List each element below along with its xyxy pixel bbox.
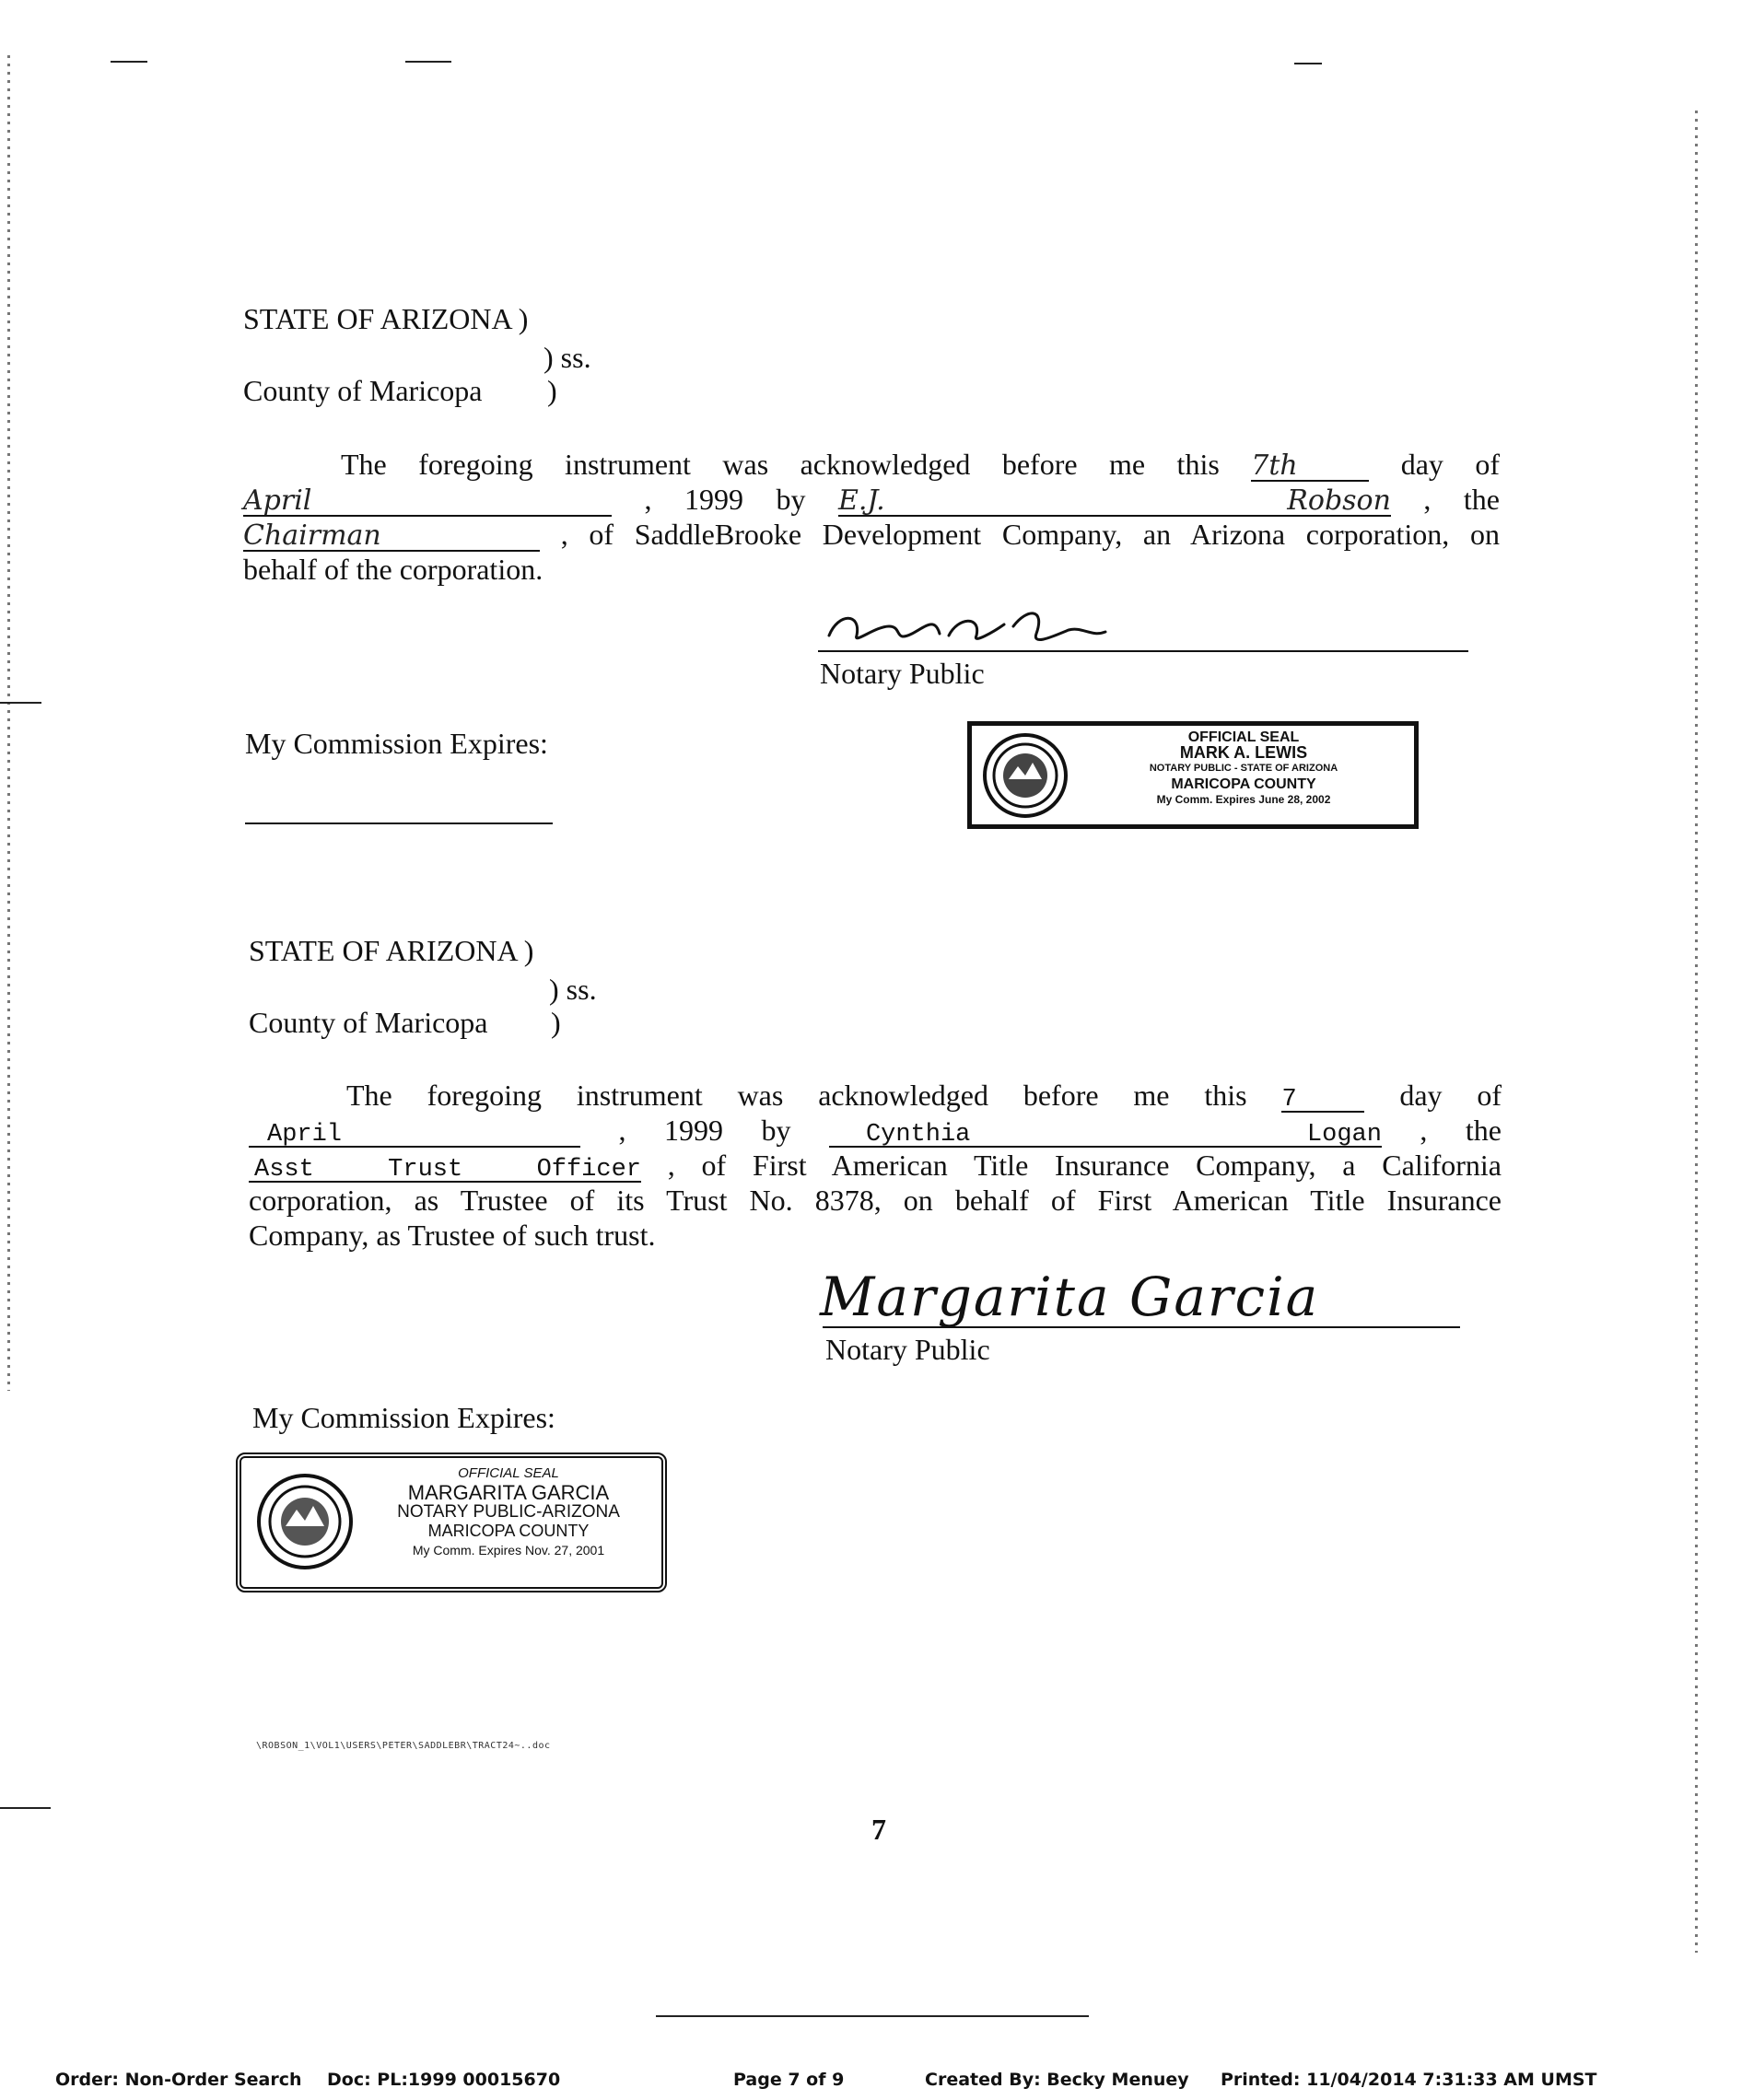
document-file-path: \ROBSON_1\VOL1\USERS\PETER\SADDLEBR\TRACT24~..doc	[256, 1741, 551, 1751]
county-paren-2: )	[551, 1006, 561, 1039]
state-caption-2: STATE OF ARIZONA )	[249, 934, 534, 967]
seal-1-line4: MARICOPA COUNTY	[1171, 776, 1316, 792]
ss-caption-1: ) ss.	[543, 341, 591, 374]
footer-printed: Printed: 11/04/2014 7:31:33 AM UMST	[1221, 2070, 1597, 2090]
ack2-name-blank	[829, 1113, 1382, 1148]
signature-line-1	[818, 650, 1468, 652]
ack1-title-value: Chairman	[243, 519, 381, 552]
ack2-name-value: Cynthia Logan	[865, 1121, 1382, 1149]
seal-1-line2: MARK A. LEWIS	[1179, 743, 1308, 762]
notary-signature-2: Margarita Garcia	[820, 1266, 1320, 1328]
ack2-line5: Company, as Trustee of such trust.	[249, 1219, 656, 1252]
scan-mark	[0, 702, 41, 704]
ack2-day-value: 7	[1281, 1086, 1297, 1114]
ack1-day-value: 7th	[1251, 449, 1298, 482]
county-caption-2: County of Maricopa	[249, 1006, 488, 1039]
footer-created-by: Created By: Becky Menuey	[925, 2070, 1189, 2090]
ack1-name-blank	[838, 482, 1391, 517]
seal-2-line1: OFFICIAL SEAL	[458, 1465, 559, 1481]
ack1-line4: behalf of the corporation.	[243, 553, 543, 586]
ack1-line2	[243, 482, 1500, 517]
ack1-name-value: E.J. Robson	[837, 484, 1391, 517]
page-number: 7	[871, 1813, 886, 1846]
scan-mark	[656, 2015, 1089, 2017]
ack2-title-value: Asst Trust Officer	[254, 1156, 641, 1184]
ack1-day-blank	[1251, 447, 1369, 482]
ack2-month-blank	[249, 1113, 580, 1148]
footer-order: Order: Non-Order Search	[55, 2070, 302, 2090]
seal-1-line5: My Comm. Expires June 28, 2002	[1156, 793, 1331, 806]
seal-2-line4: MARICOPA COUNTY	[427, 1522, 590, 1540]
state-caption-1: STATE OF ARIZONA )	[243, 302, 529, 335]
scan-mark	[111, 61, 147, 63]
county-caption-1: County of Maricopa	[243, 374, 483, 407]
commission-expires-label-2: My Commission Expires:	[252, 1401, 555, 1434]
seal-2-line2: MARGARITA GARCIA	[407, 1481, 610, 1504]
ack1-line3	[243, 517, 1500, 552]
ack2-day-of: day of	[1399, 1079, 1502, 1112]
seal-2-text	[370, 1464, 647, 1560]
notary-public-label-1: Notary Public	[820, 657, 985, 690]
official-seal-1	[967, 721, 1419, 829]
ack1-year-by: , 1999 by	[644, 483, 806, 516]
seal-1-line1: OFFICIAL SEAL	[1187, 729, 1300, 745]
commission-expires-blank-1	[245, 822, 553, 824]
seal-2-line5: My Comm. Expires Nov. 27, 2001	[412, 1543, 605, 1558]
ack1-line1	[243, 447, 1500, 482]
scan-edge-right	[1695, 111, 1698, 1953]
county-paren-1: )	[547, 374, 557, 407]
ack2-intro-text: The foregoing instrument was acknowledged before me this	[346, 1079, 1247, 1112]
ack1-day-of: day of	[1400, 448, 1501, 481]
scan-mark	[405, 61, 451, 63]
seal-1-line3: NOTARY PUBLIC - STATE OF ARIZONA	[1149, 763, 1338, 774]
acknowledgment-paragraph-1	[243, 447, 1500, 587]
ack1-month-blank	[243, 482, 612, 517]
signature-line-2	[823, 1326, 1460, 1328]
notary-signature-1	[820, 599, 1124, 654]
ack2-line2	[249, 1113, 1502, 1148]
ack2-line3	[249, 1148, 1502, 1183]
footer-page: Page 7 of 9	[733, 2070, 845, 2090]
state-seal-emblem-icon	[254, 1471, 356, 1572]
ack2-day-blank	[1281, 1078, 1364, 1113]
ack2-title-blank	[249, 1148, 641, 1183]
ack2-comma-the: , the	[1420, 1114, 1502, 1147]
ack2-company-text: , of First American Title Insurance Company, a California	[667, 1149, 1502, 1182]
seal-2-line3: NOTARY PUBLIC-ARIZONA	[397, 1502, 620, 1522]
notary-public-label-2: Notary Public	[825, 1333, 990, 1366]
ack1-comma-the: , the	[1423, 483, 1500, 516]
ack2-line1	[249, 1078, 1502, 1113]
official-seal-2	[236, 1452, 667, 1592]
footer-doc: Doc: PL:1999 00015670	[327, 2070, 561, 2090]
ack2-year-by: , 1999 by	[618, 1114, 791, 1147]
ack2-month-value: April	[267, 1121, 343, 1149]
seal-1-text	[1082, 729, 1405, 808]
scan-mark	[1294, 63, 1322, 64]
acknowledgment-paragraph-2	[249, 1078, 1502, 1253]
scan-edge-left	[7, 55, 10, 1391]
ack2-line4: corporation, as Trustee of its Trust No. 8378, on behalf of First American Title Insurance	[249, 1184, 1502, 1217]
state-seal-emblem-icon	[981, 731, 1069, 820]
ack1-month-value: April	[243, 484, 312, 517]
commission-expires-label-1: My Commission Expires:	[245, 727, 548, 760]
ack1-title-blank	[243, 517, 540, 552]
ss-caption-2: ) ss.	[549, 973, 597, 1006]
scan-mark	[0, 1807, 51, 1809]
ack1-company-text: , of SaddleBrooke Development Company, an Arizona corporation, on	[560, 518, 1501, 551]
ack1-intro-text: The foregoing instrument was acknowledged before me this	[341, 448, 1220, 481]
